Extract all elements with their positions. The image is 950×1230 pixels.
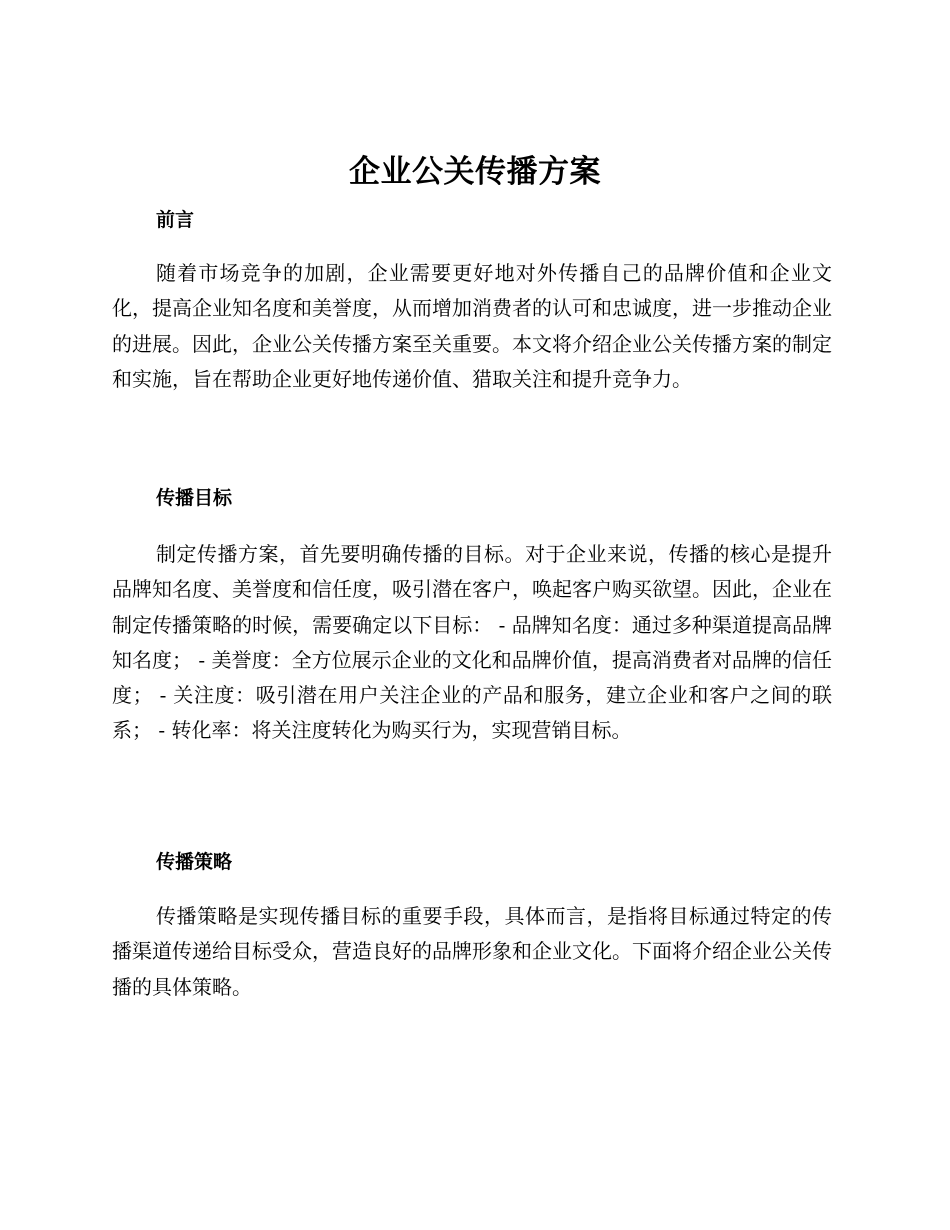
section-paragraph-goals: 制定传播方案，首先要明确传播的目标。对于企业来说，传播的核心是提升品牌知名度、美誉度和信任度，吸引潜在客户，唤起客户购买欲望。因此，企业在制定传播策略的时候，需要确定以下目标： - 品牌知名度：通过多种渠道提高品牌知名度； - 美誉度：全方位展示企业的文化和品牌价值，提高消费者对品牌的信任度； - 关注度：吸引潜在用户关注企业的产品和服务，建立企业和客户之间的联系； - 转化率：将关注度转化为购买行为，实现营销目标。 [112, 542, 832, 743]
section-heading-intro: 前言 [156, 209, 195, 231]
section-heading-goals: 传播目标 [156, 487, 233, 509]
section-paragraph-strategy: 传播策略是实现传播目标的重要手段，具体而言，是指将目标通过特定的传播渠道传递给目标受众，营造良好的品牌形象和企业文化。下面将介绍企业公关传播的具体策略。 [112, 904, 832, 999]
document-title: 企业公关传播方案 [349, 154, 601, 190]
section-heading-strategy: 传播策略 [156, 851, 233, 873]
section-paragraph-intro: 随着市场竞争的加剧，企业需要更好地对外传播自己的品牌价值和企业文化，提高企业知名度和美誉度，从而增加消费者的认可和忠诚度，进一步推动企业的进展。因此，企业公关传播方案至关重要。本文将介绍企业公关传播方案的制定和实施，旨在帮助企业更好地传递价值、猎取关注和提升竞争力。 [112, 261, 832, 391]
